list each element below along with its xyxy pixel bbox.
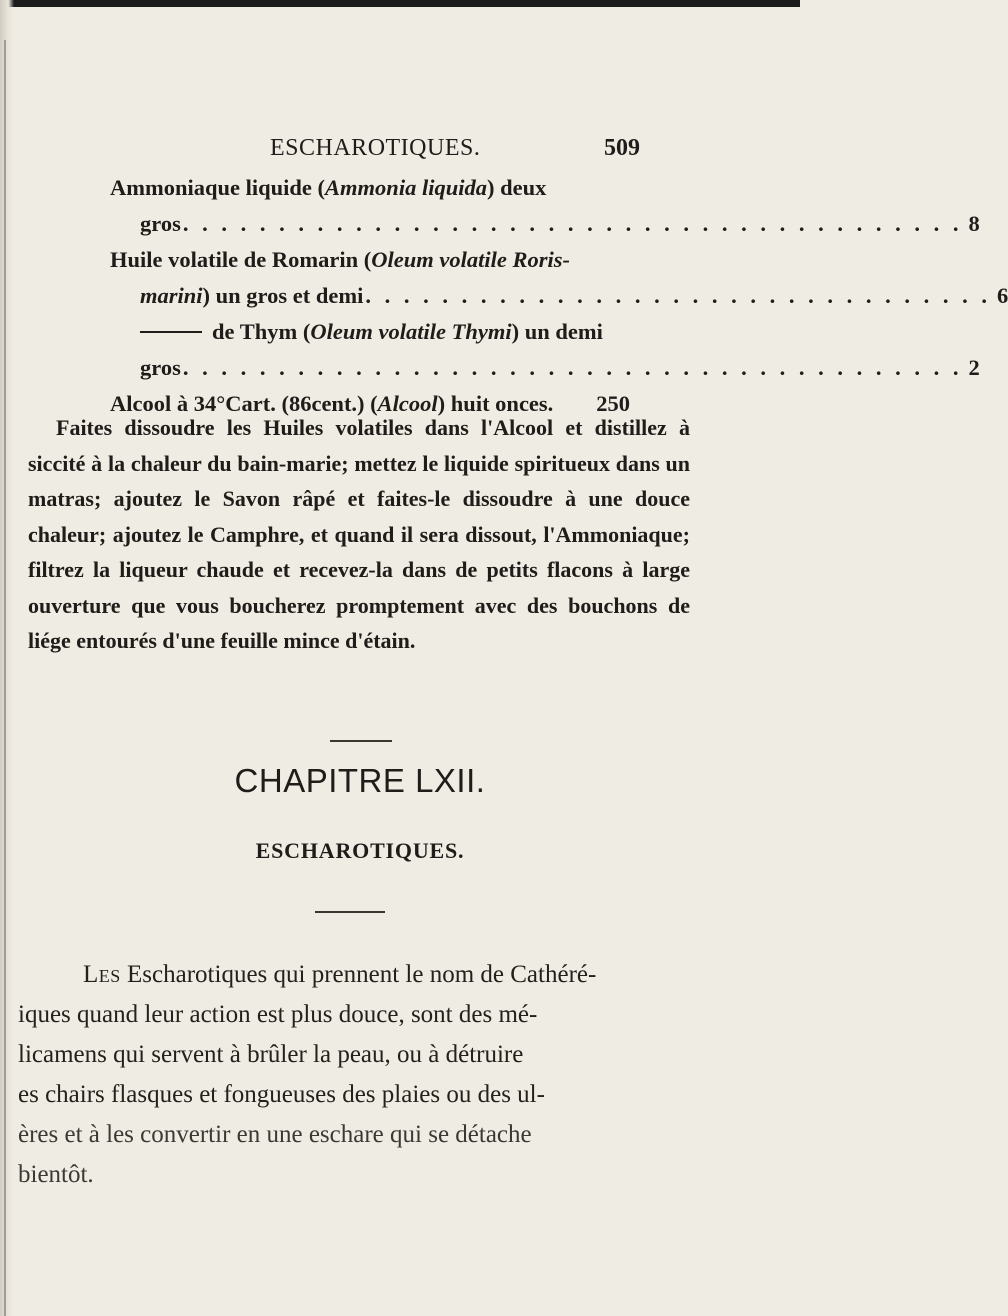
body-line: ères et à les convertir en une eschare qui se détache [18, 1121, 532, 1148]
latin-name: Oleum volatile Roris- [371, 247, 570, 272]
running-head-title: ESCHAROTIQUES. [270, 135, 481, 161]
ditto-dash [140, 331, 202, 333]
formula-line-ammoniaque: Ammoniaque liquide (Ammonia liquida) deux [110, 175, 547, 200]
subtitle-divider [315, 911, 385, 913]
formula-line-thym: de Thym (Oleum volatile Thymi) un demi [110, 314, 630, 350]
quantity: 8 [968, 211, 980, 236]
opening-word: Les [83, 961, 121, 988]
dot-leader: . . . . . . . . . . . . . . . . . . . . . . . . . . . . . . . . . [365, 283, 991, 308]
running-head [270, 135, 640, 165]
body-line: licamens qui servent à brûler la peau, ou à détruire [18, 1041, 524, 1068]
preparation-instructions: Faites dissoudre les Huiles volatiles dans l'Alcool et distillez à siccité à la chaleur du bain-marie; mettez le liquide spiritueux dans un matras; ajoutez le Savon râpé et faites-le dissoudre à une douce chaleur; ajoutez le Camphre, et quand il sera dissout, l'Ammoniaque; filtrez la liqueur chaude et recevez-la dans de petits flacons à large ouverture que vous boucherez promptement avec des bouchons de liége entourés d'une feuille mince d'étain. [28, 415, 690, 653]
section-divider [330, 740, 392, 742]
latin-name: Alcool [377, 391, 438, 416]
formula-line-romarin-qty: marini) un gros et demi . . . . . . . . . . . . . . . . . . . . . . . . . . . . . . . . . 6 [110, 278, 630, 314]
quantity: 250 [596, 391, 630, 416]
formula-line-alcool: Alcool à 34°Cart. (86cent.) (Alcool) huit onces. 250 [110, 386, 630, 422]
quantity: 6 [997, 283, 1008, 308]
quantity: 2 [968, 355, 980, 380]
latin-name: Ammonia liquida [325, 175, 487, 200]
chapter-subtitle: ESCHAROTIQUES. [255, 838, 465, 863]
body-line: es chairs flasques et fongueuses des plaies ou des ul- [18, 1081, 545, 1108]
body-line: bientôt. [18, 1161, 94, 1188]
dot-leader: . . . . . . . . . . . . . . . . . . . . . . . . . . . . . . . . . . . . . . . . . [182, 355, 963, 380]
formula-list [110, 170, 1008, 422]
chapter-body [18, 955, 698, 1195]
dot-leader: . . . . . . . . . . . . . . . . . . . . . . . . . . . . . . . . . . . . . . . . . [182, 211, 963, 236]
body-line: Les Escharotiques qui prennent le nom de Cathéré- [83, 961, 597, 988]
chapter-title: CHAPITRE LXII. [234, 762, 486, 799]
formula-line-romarin: Huile volatile de Romarin (Oleum volatile Roris- [110, 247, 570, 272]
latin-name: marini [140, 283, 203, 308]
page-number: 509 [604, 135, 640, 161]
body-line: iques quand leur action est plus douce, sont des mé- [18, 1001, 538, 1028]
formula-line-thym-qty: gros . . . . . . . . . . . . . . . . . . . . . . . . . . . . . . . . . . . . . . . . . 2 [110, 350, 630, 386]
formula-line-ammoniaque-qty: gros . . . . . . . . . . . . . . . . . . . . . . . . . . . . . . . . . . . . . . . . . 8 [110, 206, 630, 242]
latin-name: Oleum volatile Thymi [310, 319, 512, 344]
